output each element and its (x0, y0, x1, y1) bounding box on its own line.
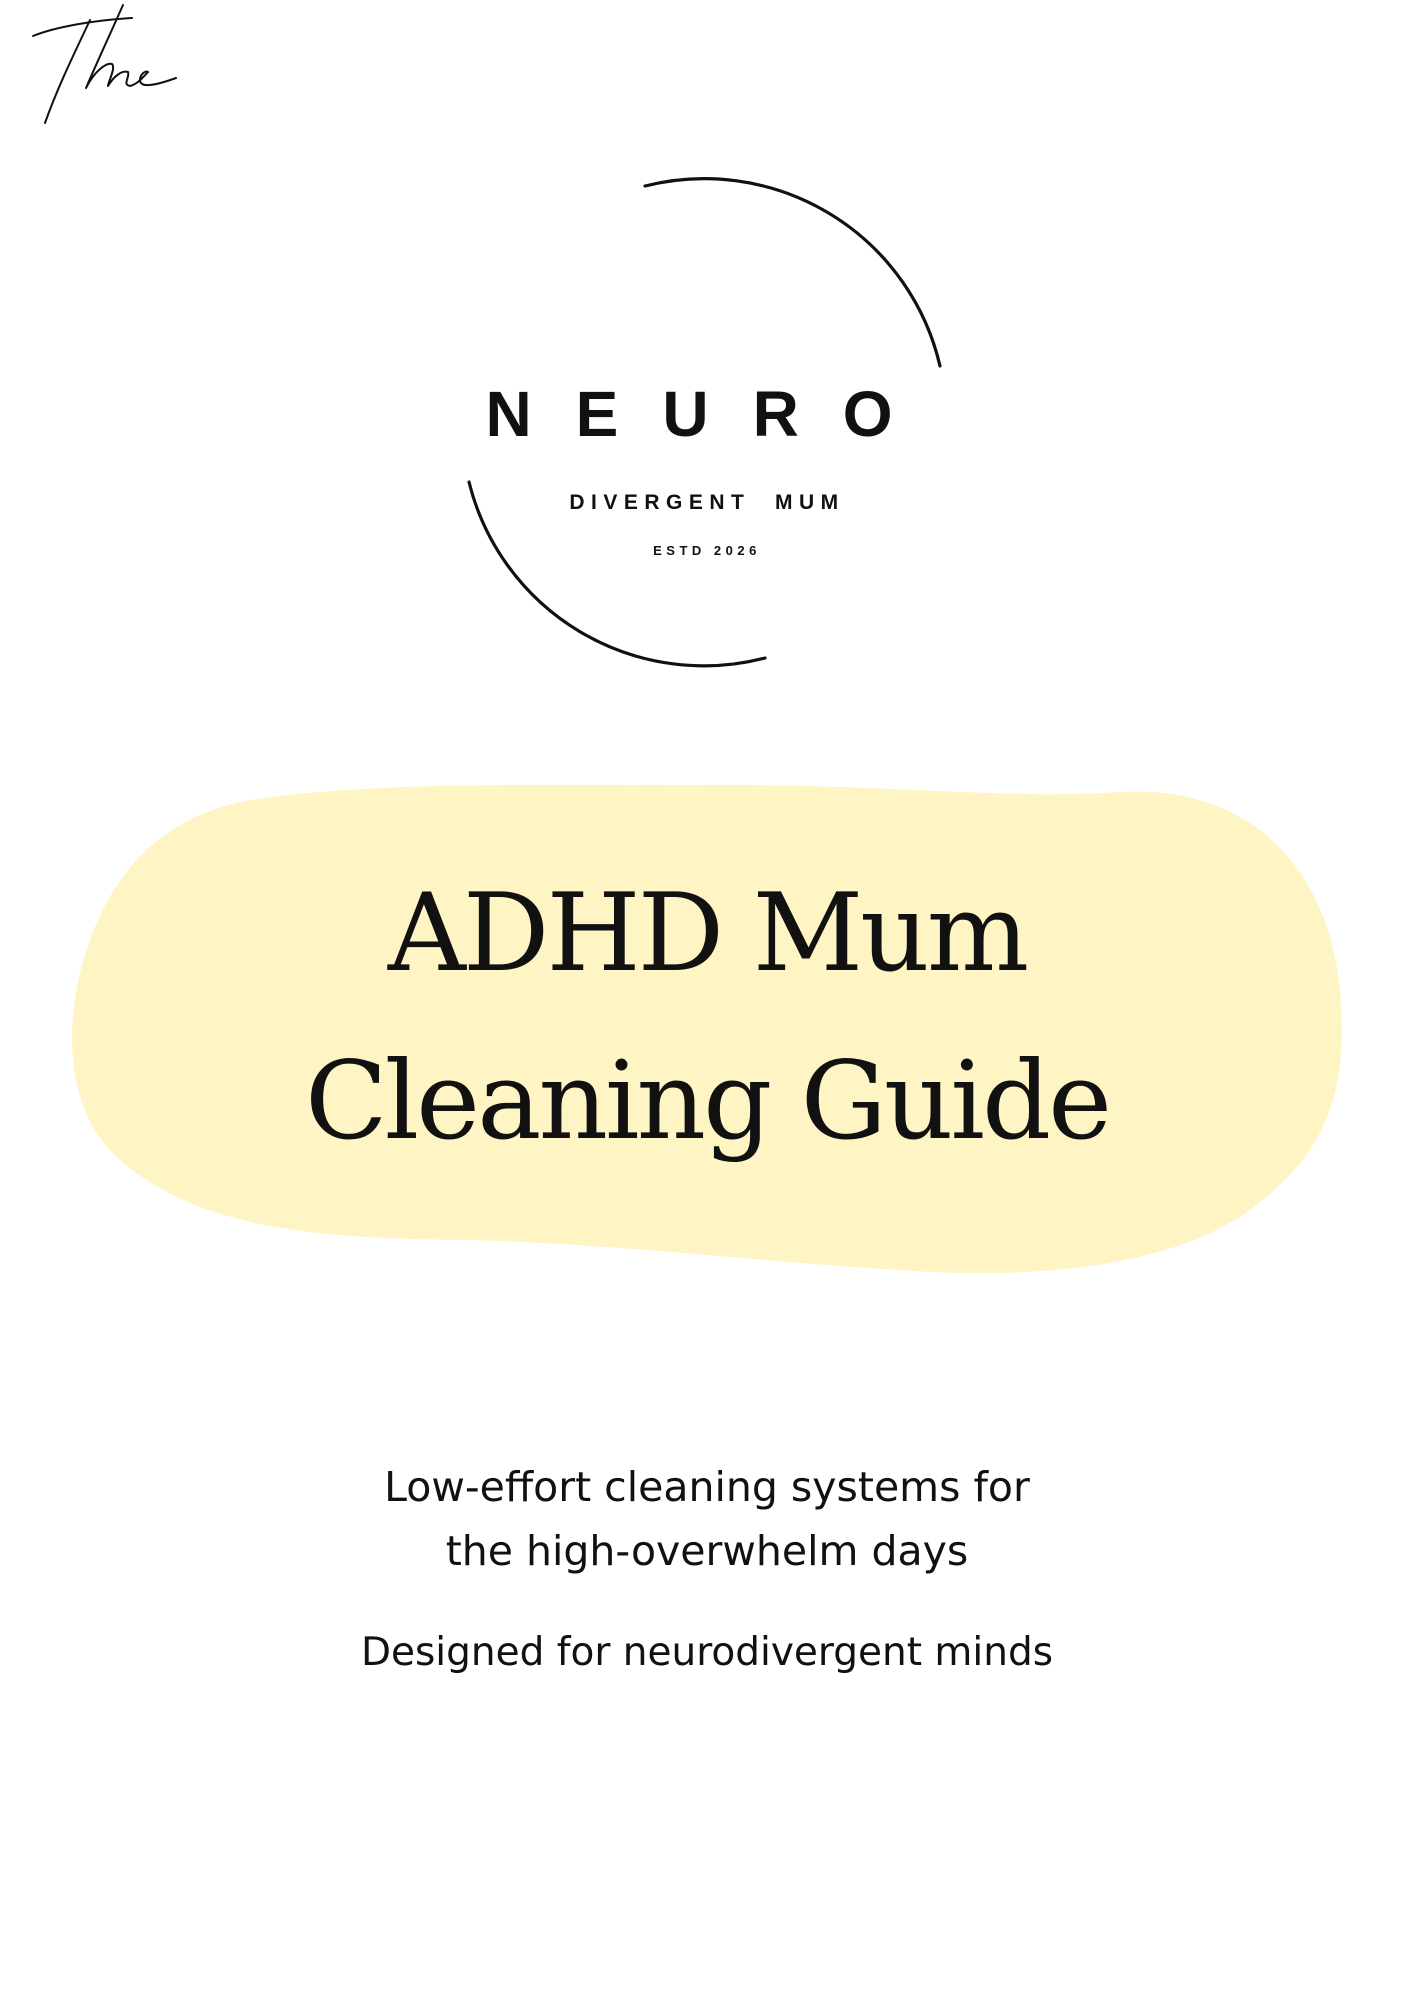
subtitle (0, 1455, 1414, 1583)
title-line-2: Cleaning Guide (304, 1039, 1110, 1164)
logo-divergent-mum: DIVERGENT MUM (569, 491, 845, 514)
title-line-1: ADHD Mum (387, 871, 1027, 996)
subtitle-line-2: the high-overwhelm days (445, 1527, 969, 1575)
logo-neuro-text: NEURO (485, 378, 937, 450)
subtitle-line-1: Low-effort cleaning systems for (384, 1463, 1030, 1511)
page-title (0, 850, 1414, 1186)
tagline: Designed for neurodivergent minds (360, 1630, 1054, 1675)
logo-established: ESTD 2026 (653, 543, 761, 558)
